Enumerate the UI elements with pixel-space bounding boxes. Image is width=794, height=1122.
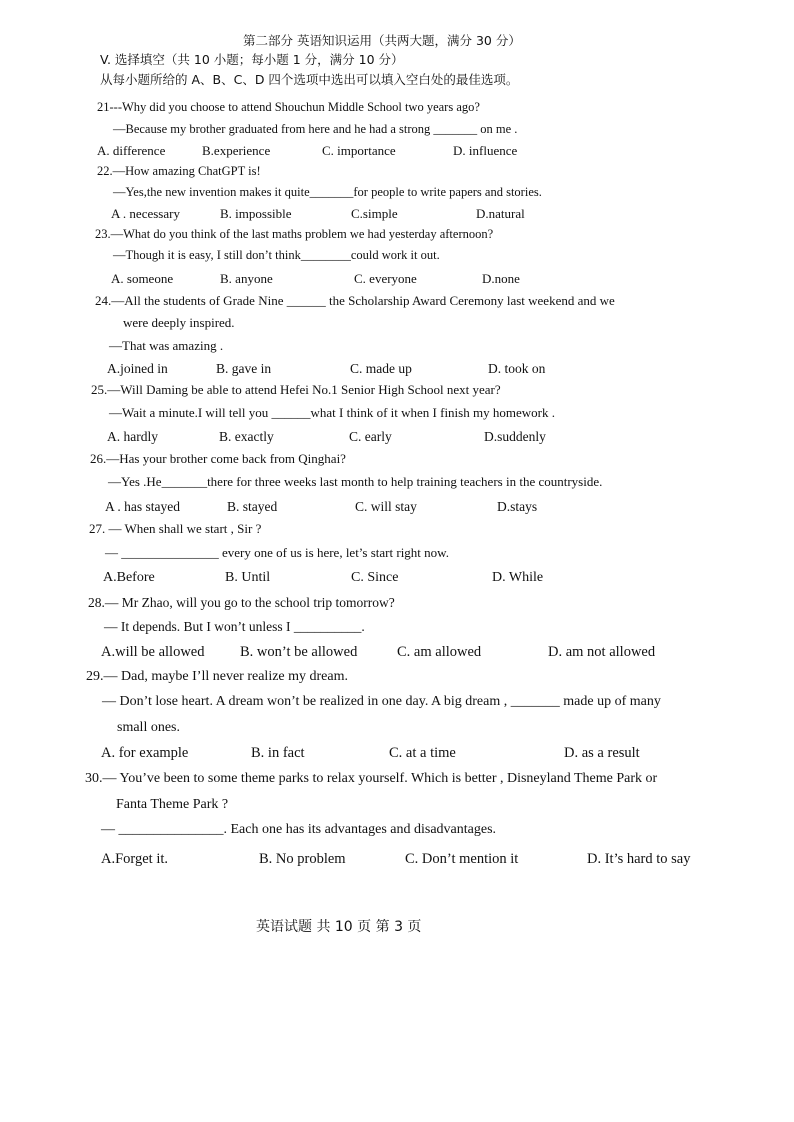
option-c: C. early [349, 429, 392, 444]
option-d: D. While [492, 570, 544, 585]
option-d: D. influence [453, 143, 518, 158]
question-27-reply: — _______________ every one of us is here, let’s start right now. [105, 545, 449, 560]
question-29-stem: 29.— Dad, maybe I’ll never realize my dream. [86, 669, 349, 684]
option-b: B. anyone [220, 271, 273, 286]
option-d: D. took on [488, 361, 546, 376]
option-a: A. someone [111, 271, 174, 286]
option-b: B. won’t be allowed [240, 644, 358, 660]
option-d: D. It’s hard to say [587, 851, 691, 867]
question-24-stem-cont: were deeply inspired. [123, 315, 235, 330]
option-c: C. Since [351, 570, 399, 585]
question-23-stem: 23.—What do you think of the last maths problem we had yesterday afternoon? [95, 227, 494, 241]
question-25-reply: —Wait a minute.I will tell you ______what I think of it when I finish my homework . [109, 405, 555, 420]
option-c: C. at a time [389, 745, 456, 761]
question-24-stem: 24.—All the students of Grade Nine ______ the Scholarship Award Ceremony last weekend and we [95, 293, 615, 308]
option-d: D.natural [476, 206, 525, 221]
option-d: D.stays [497, 499, 538, 514]
option-d: D.suddenly [484, 429, 546, 444]
option-b: B. in fact [251, 745, 305, 761]
question-22-stem: 22.—How amazing ChatGPT is! [97, 164, 261, 178]
section-instruction: 从每小题所给的 A、B、C、D 四个选项中选出可以填入空白处的最佳选项。 [100, 72, 519, 87]
question-24-reply: —That was amazing . [109, 338, 224, 353]
option-c: C.simple [351, 206, 398, 221]
option-b: B.experience [202, 143, 271, 158]
section-header: 第二部分 英语知识运用（共两大题，满分 30 分） [243, 33, 521, 48]
section-subtitle: V. 选择填空（共 10 小题；每小题 1 分，满分 10 分） [100, 52, 404, 67]
option-a: A.Before [103, 570, 155, 585]
option-a: A. difference [97, 143, 166, 158]
question-21-reply: —Because my brother graduated from here and he had a strong _______ on me . [113, 122, 518, 136]
question-29-reply: — Don’t lose heart. A dream won’t be realized in one day. A big dream , _______ made up of many [102, 694, 661, 709]
question-21-stem: 21---Why did you choose to attend Shouchun Middle School two years ago? [97, 100, 480, 114]
question-27-stem: 27. — When shall we start , Sir ? [89, 521, 262, 536]
question-30-reply: — _______________. Each one has its advantages and disadvantages. [101, 822, 497, 837]
question-26-reply: —Yes .He_______there for three weeks last month to help training teachers in the countryside. [108, 474, 603, 489]
option-b: B. Until [225, 570, 271, 585]
option-b: B. No problem [259, 851, 346, 867]
option-b: B. impossible [220, 206, 292, 221]
option-c: C. will stay [355, 499, 417, 514]
question-26-stem: 26.—Has your brother come back from Qinghai? [90, 451, 346, 466]
page-footer: 英语试题 共 10 页 第 3 页 [256, 919, 422, 935]
option-d: D. as a result [564, 745, 640, 761]
option-d: D.none [482, 271, 520, 286]
question-29-reply-cont: small ones. [117, 720, 180, 735]
option-b: B. gave in [216, 361, 272, 376]
question-28-stem: 28.— Mr Zhao, will you go to the school trip tomorrow? [88, 595, 395, 610]
question-23-reply: —Though it is easy, I still don’t think________could work it out. [113, 248, 440, 262]
option-a: A.joined in [107, 361, 168, 376]
question-25-stem: 25.—Will Daming be able to attend Hefei No.1 Senior High School next year? [91, 382, 501, 397]
option-a: A. for example [101, 745, 189, 761]
option-b: B. exactly [219, 429, 274, 444]
question-30-stem-cont: Fanta Theme Park ? [116, 797, 229, 812]
option-d: D. am not allowed [548, 644, 656, 660]
question-30-stem: 30.— You’ve been to some theme parks to relax yourself. Which is better , Disneyland Theme Park or [85, 771, 658, 786]
question-22-reply: —Yes,the new invention makes it quite_______for people to write papers and stories. [113, 185, 542, 199]
option-a: A . necessary [111, 206, 180, 221]
option-c: C. am allowed [397, 644, 482, 660]
option-b: B. stayed [227, 499, 278, 514]
question-28-reply: — It depends. But I won’t unless I __________. [104, 619, 365, 634]
option-c: C. Don’t mention it [405, 851, 519, 867]
option-a: A.will be allowed [101, 644, 205, 660]
option-a: A. hardly [107, 429, 158, 444]
option-a: A . has stayed [105, 499, 180, 514]
option-c: C. made up [350, 361, 412, 376]
option-a: A.Forget it. [101, 851, 168, 867]
option-c: C. everyone [354, 271, 417, 286]
option-c: C. importance [322, 143, 396, 158]
